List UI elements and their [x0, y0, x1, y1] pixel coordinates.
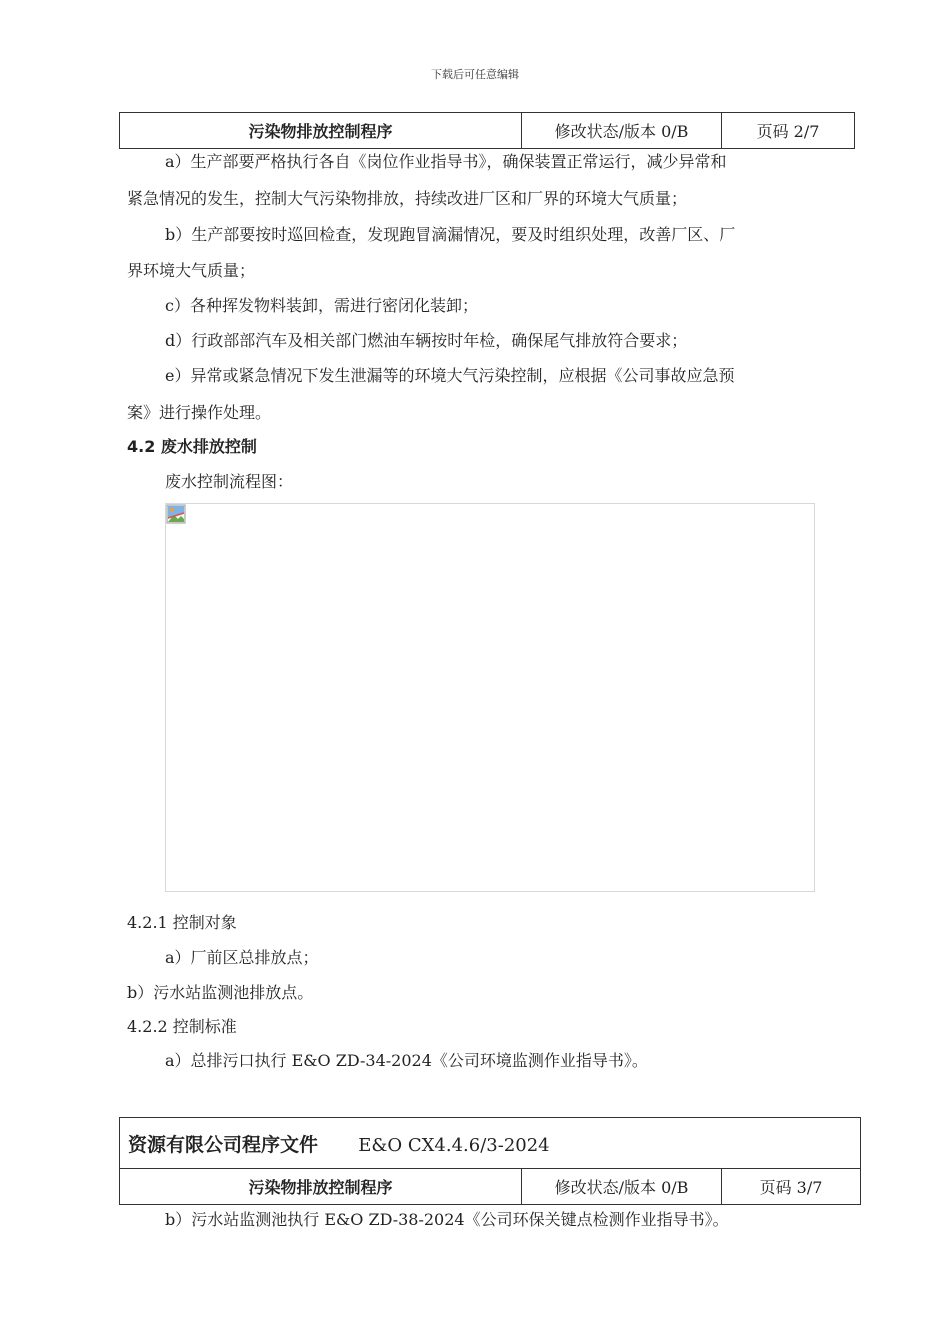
paragraph-a-line1: a）生产部要严格执行各自《岗位作业指导书》，确保装置正常运行，减少异常和 — [165, 152, 727, 171]
company-doc-title: 资源有限公司程序文件 — [128, 1133, 319, 1156]
paragraph-e-line2: 案》进行操作处理。 — [127, 403, 272, 422]
document-title: 污染物排放控制程序 — [120, 113, 522, 149]
broken-image-icon — [166, 504, 186, 524]
control-standard-b: b）污水站监测池执行 E&O ZD-38-2024《公司环保关键点检测作业指导书》。 — [165, 1210, 729, 1229]
company-doc-header — [120, 1118, 861, 1169]
paragraph-e-line1: e）异常或紧急情况下发生泄漏等的环境大气污染控制，应根据《公司事故应急预 — [165, 366, 735, 385]
paragraph-c: c）各种挥发物料装卸，需进行密闭化装卸； — [165, 296, 478, 315]
flowchart-caption: 废水控制流程图： — [165, 472, 294, 491]
document-title: 污染物排放控制程序 — [120, 1169, 522, 1205]
control-object-a: a）厂前区总排放点； — [165, 948, 319, 967]
subsection-heading-control-objects: 4.2.1 控制对象 — [127, 913, 237, 932]
page-header-table — [119, 112, 855, 149]
paragraph-a-line2: 紧急情况的发生，控制大气污染物排放，持续改进厂区和厂界的环境大气质量； — [127, 189, 688, 208]
revision-status: 修改状态/版本 0/B — [522, 1169, 722, 1205]
watermark-text: 下载后可任意编辑 — [431, 68, 519, 81]
revision-status: 修改状态/版本 0/B — [522, 113, 722, 149]
control-object-b: b）污水站监测池排放点。 — [127, 983, 314, 1002]
control-standard-a: a）总排污口执行 E&O ZD-34-2024《公司环境监测作业指导书》。 — [165, 1051, 648, 1070]
paragraph-b-line2: 界环境大气质量； — [127, 261, 256, 280]
page-number: 页码 2/7 — [722, 113, 855, 149]
document-number: E&O CX4.4.6/3-2024 — [358, 1134, 550, 1156]
section-heading-wastewater: 4.2 废水排放控制 — [127, 437, 257, 456]
subsection-heading-control-standards: 4.2.2 控制标准 — [127, 1017, 237, 1036]
page-number: 页码 3/7 — [722, 1169, 861, 1205]
paragraph-d: d）行政部部汽车及相关部门燃油车辆按时年检，确保尾气排放符合要求； — [165, 331, 688, 350]
paragraph-b-line1: b）生产部要按时巡回检查，发现跑冒滴漏情况，要及时组织处理，改善厂区、厂 — [165, 225, 736, 244]
flowchart-image-placeholder — [165, 503, 815, 892]
page-header-table-2 — [119, 1117, 861, 1205]
